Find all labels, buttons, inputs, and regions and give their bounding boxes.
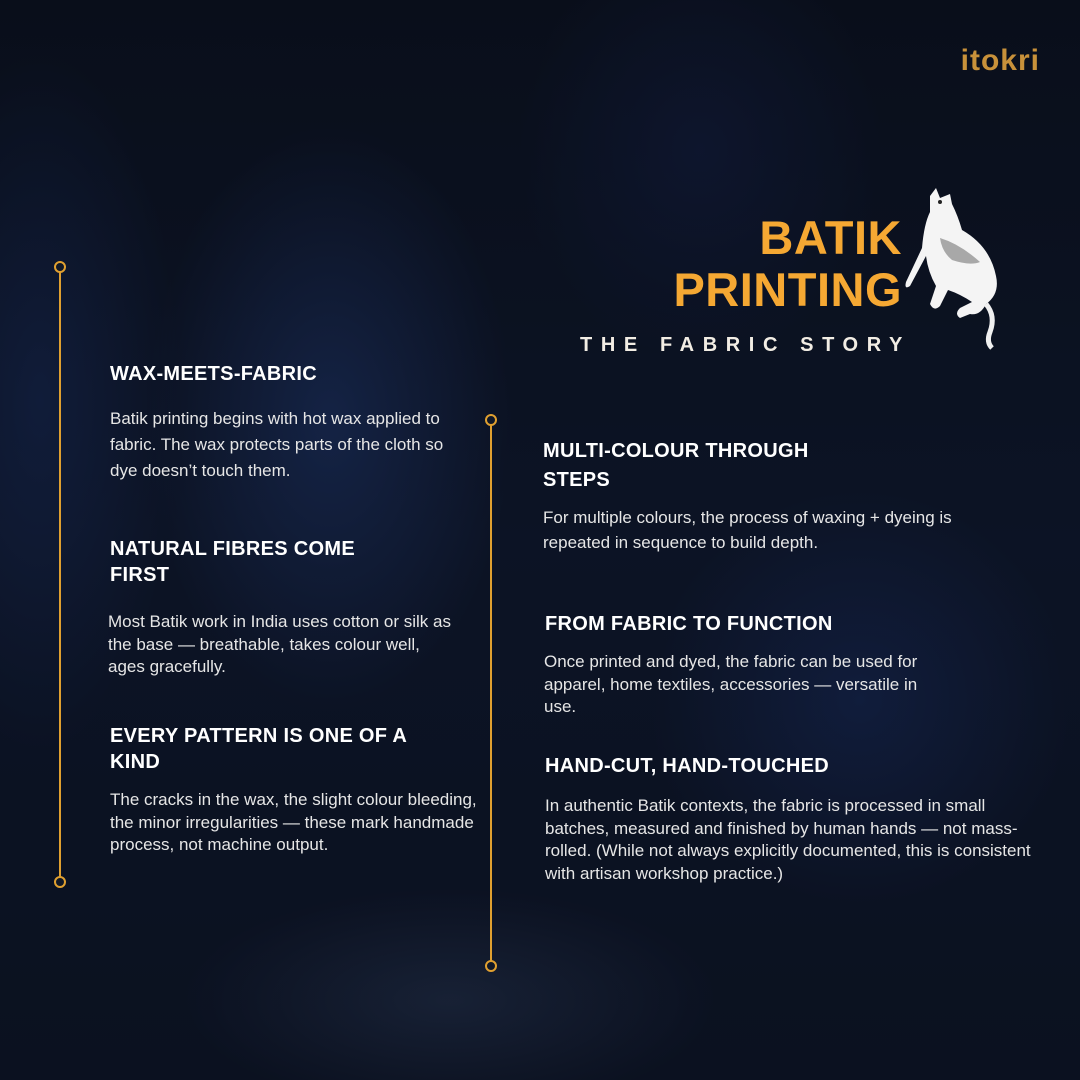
left-body-2: Most Batik work in India uses cotton or silk as the base — breathable, takes colour well, ages gracefully. — [108, 612, 451, 676]
subtitle: THE FABRIC STORY — [580, 334, 911, 356]
timeline-right-dot-top — [485, 414, 497, 426]
title-line-1: BATIK — [759, 211, 902, 264]
timeline-left-dot-top — [54, 261, 66, 273]
right-body-2: Once printed and dyed, the fabric can be used for apparel, home textiles, accessories — versatile in use. — [544, 652, 918, 716]
left-heading-2: NATURAL FIBRES COME FIRST — [110, 538, 355, 586]
timeline-left-line — [59, 271, 61, 878]
right-body-3: In authentic Batik contexts, the fabric is processed in small batches, measured and finished by human hands — not mass-rolled. (While not always explicitly documented, this is consistent with artisan workshop practice.) — [545, 796, 1031, 883]
itokri-logo: itokri — [960, 44, 1040, 77]
left-heading-3: EVERY PATTERN IS ONE OF A KIND — [110, 725, 407, 773]
left-body-1: Batik printing begins with hot wax applied to fabric. The wax protects parts of the cloth so dye doesn’t touch them. — [110, 409, 444, 480]
title-line-2: PRINTING — [673, 263, 902, 316]
right-heading-1: MULTI-COLOUR THROUGH STEPS — [543, 440, 809, 491]
timeline-right-line — [490, 424, 492, 962]
right-heading-2: FROM FABRIC TO FUNCTION — [545, 613, 833, 635]
timeline-right-dot-bottom — [485, 960, 497, 972]
right-heading-3: HAND-CUT, HAND-TOUCHED — [545, 755, 829, 777]
left-body-3: The cracks in the wax, the slight colour bleeding, the minor irregularities — these mark handmade process, not machine output. — [110, 790, 477, 854]
cat-icon — [900, 186, 1010, 352]
right-body-1: For multiple colours, the process of waxing + dyeing is repeated in sequence to build depth. — [543, 508, 952, 552]
timeline-left-dot-bottom — [54, 876, 66, 888]
left-heading-1: WAX-MEETS-FABRIC — [110, 363, 318, 385]
